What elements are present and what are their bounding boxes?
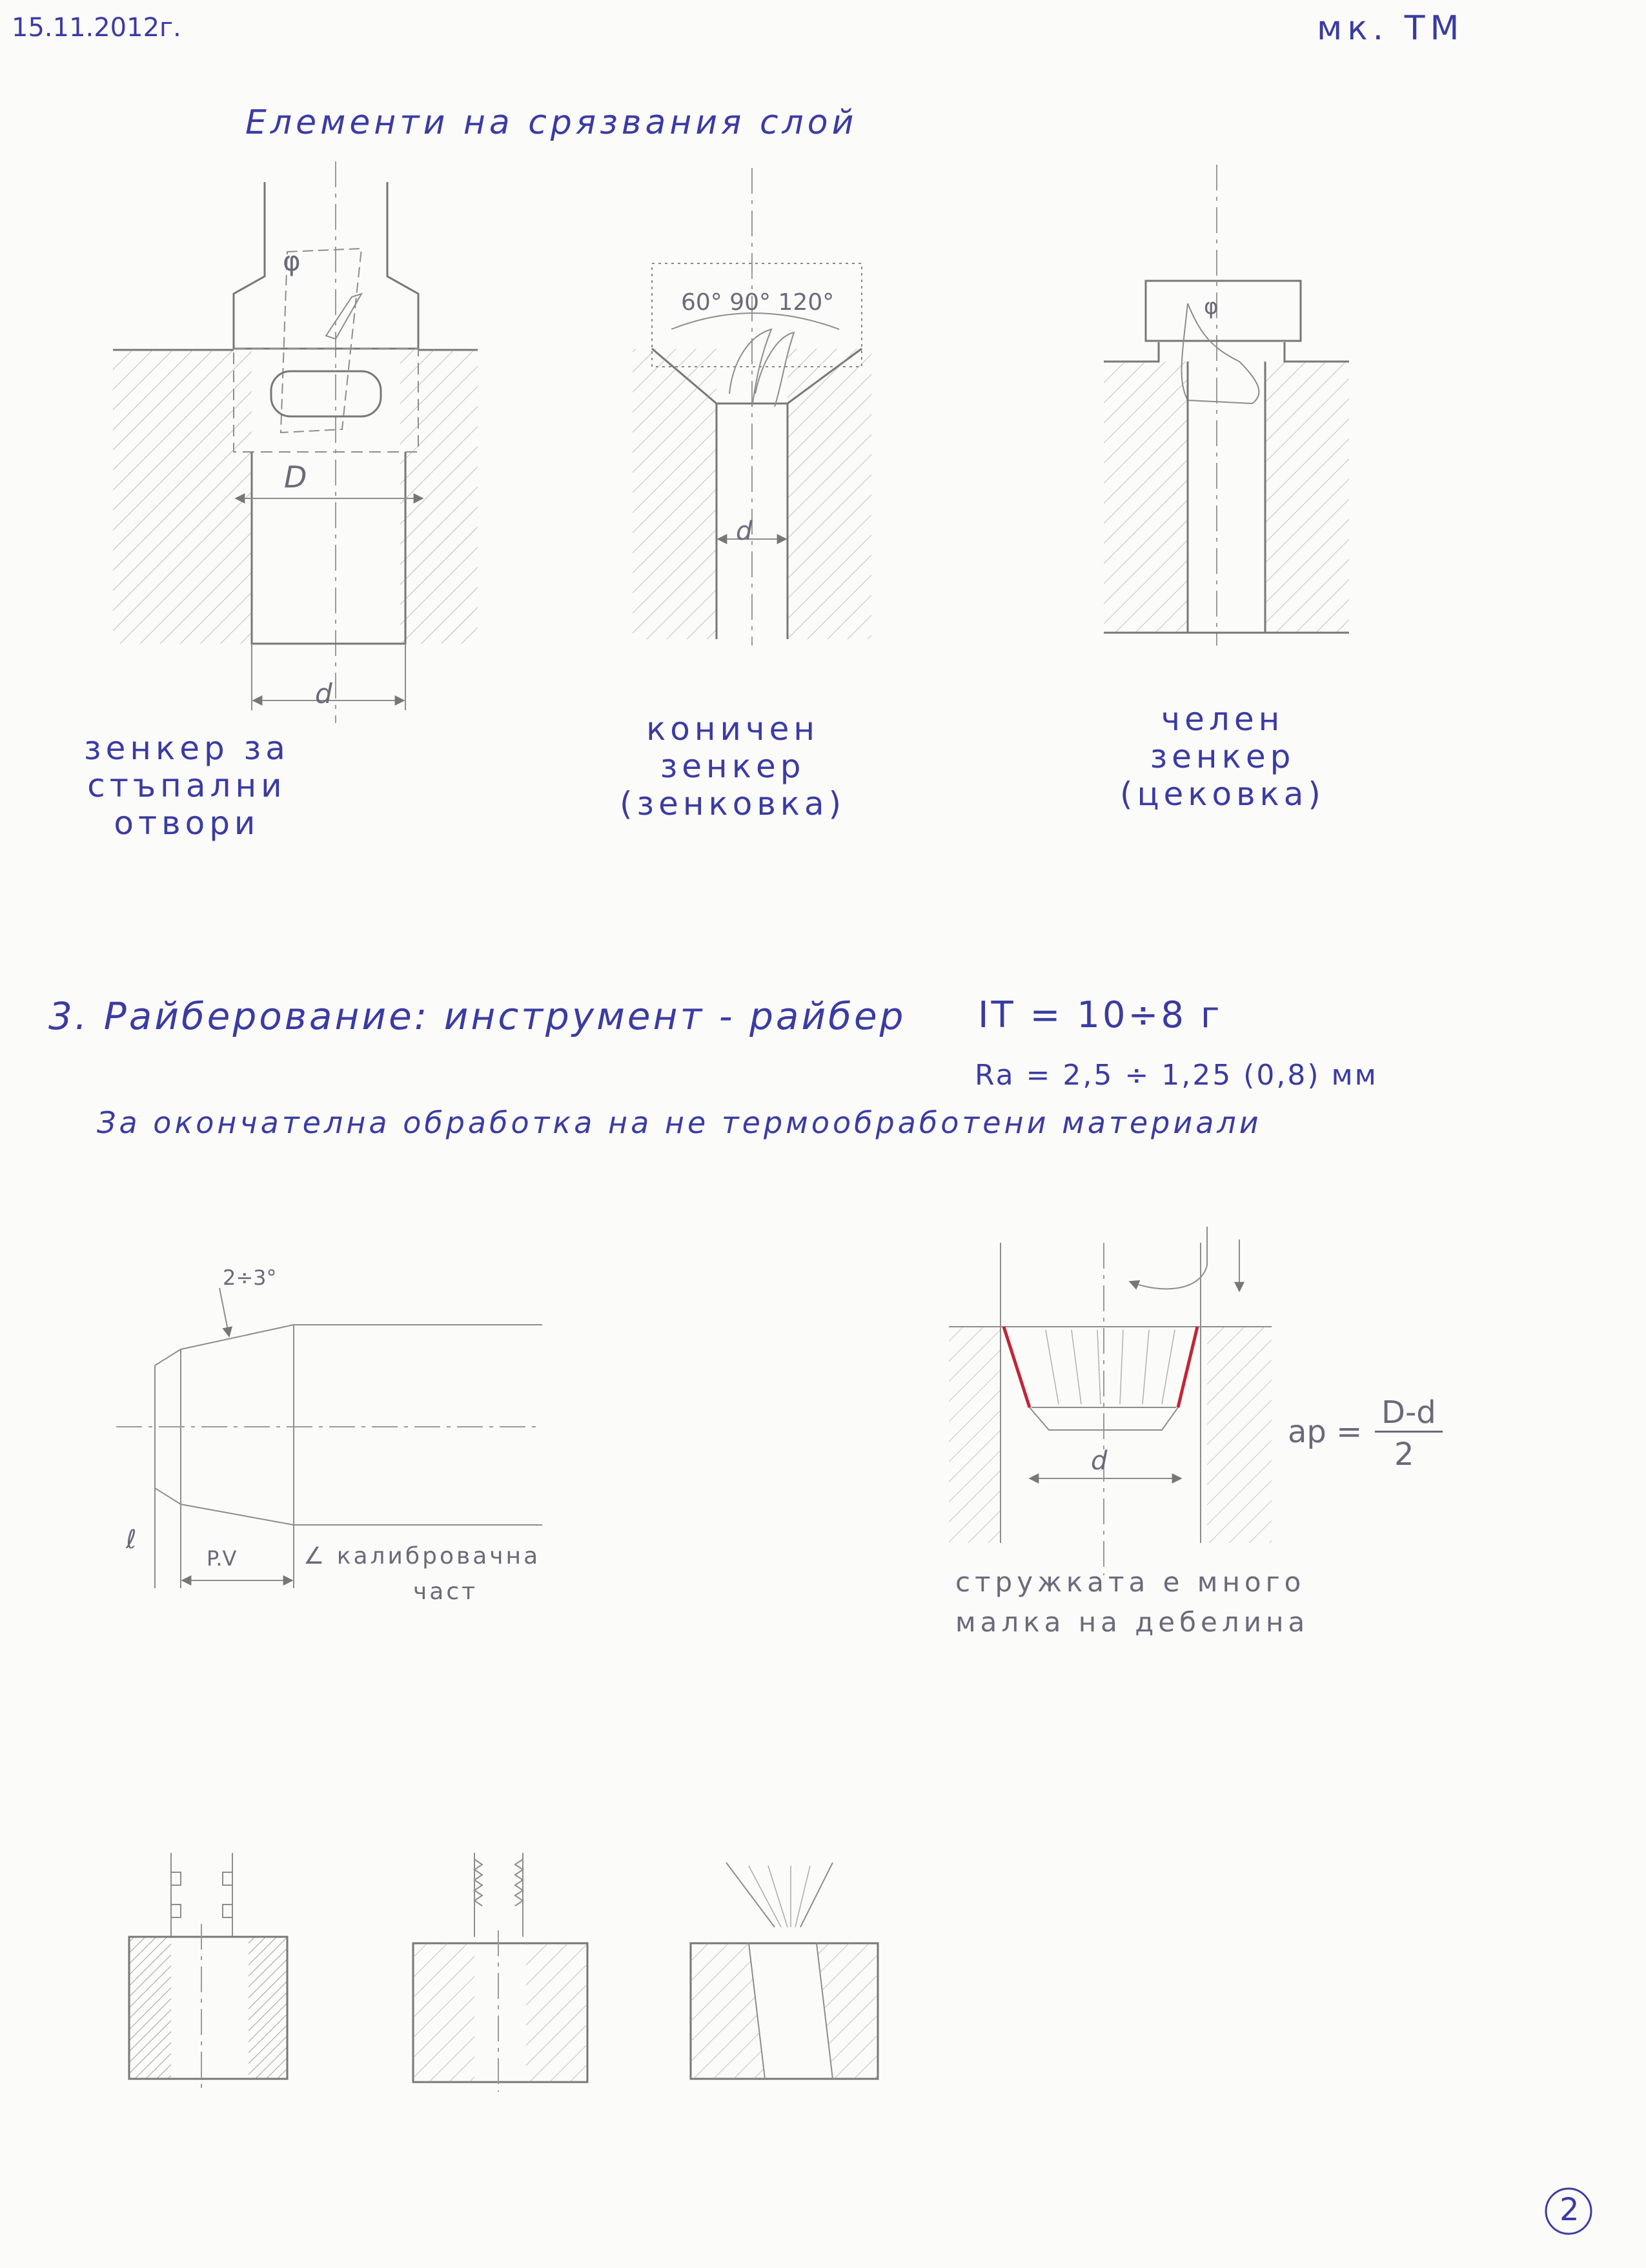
chip-thickness-drawing bbox=[949, 1227, 1272, 1575]
bottom-sketch-3 bbox=[691, 1863, 878, 2079]
label-phi-3: φ bbox=[1204, 294, 1219, 320]
label-angle: 2÷3° bbox=[223, 1265, 277, 1290]
date-text: 15.11.2012г. bbox=[12, 13, 181, 43]
label-phi-1: φ bbox=[283, 245, 301, 277]
label-d-chip: d bbox=[1091, 1446, 1108, 1476]
caption-line: (зенковка) bbox=[620, 785, 846, 822]
label-d-2: d bbox=[736, 516, 753, 546]
formula-lhs: ap = bbox=[1288, 1414, 1363, 1450]
caption-line: зенкер за bbox=[84, 730, 290, 767]
bottom-sketch-1 bbox=[129, 1853, 287, 2089]
label-pv: P.V bbox=[207, 1546, 237, 1571]
purpose-text: За окончателна обработка на не термообработени материали bbox=[97, 1105, 1262, 1140]
bottom-sketch-2 bbox=[413, 1853, 587, 2092]
caption-step-counterbore bbox=[84, 730, 290, 842]
caption-line: челен bbox=[1161, 700, 1285, 738]
it-grade: IT = 10÷8 г bbox=[978, 994, 1223, 1036]
caption-line: стружката е много bbox=[955, 1566, 1306, 1598]
label-l: ℓ bbox=[126, 1525, 137, 1555]
label-calibrating: ∠ калибровачна bbox=[303, 1543, 541, 1569]
label-angles: 60° 90° 120° bbox=[681, 289, 835, 316]
caption-line: зенкер bbox=[1150, 738, 1295, 775]
caption-chip bbox=[955, 1562, 1309, 1642]
page-title: Елементи на срязвания слой bbox=[245, 103, 858, 142]
caption-line: отвори bbox=[114, 804, 260, 842]
roughness: Ra = 2,5 ÷ 1,25 (0,8) мм bbox=[975, 1059, 1378, 1092]
page-number: 2 bbox=[1560, 2192, 1580, 2228]
caption-line: зенкер bbox=[660, 748, 806, 785]
formula-numerator: D-d bbox=[1375, 1395, 1443, 1433]
caption-line: малка на дебелина bbox=[955, 1606, 1310, 1638]
caption-face-counterbore bbox=[1120, 700, 1325, 813]
caption-conical-countersink bbox=[620, 710, 846, 822]
label-d-1: d bbox=[315, 678, 332, 710]
formula-denominator: 2 bbox=[1394, 1436, 1414, 1473]
course-text: мк. ТМ bbox=[1317, 9, 1465, 48]
face-counterbore-drawing bbox=[1104, 165, 1349, 646]
caption-line: коничен bbox=[646, 710, 820, 748]
label-D-1: D bbox=[284, 460, 307, 495]
caption-line: стъпални bbox=[87, 767, 287, 804]
section-heading: 3. Райберование: инструмент - райбер bbox=[48, 994, 906, 1038]
conical-countersink-drawing bbox=[633, 168, 871, 646]
label-calibrating-part: част bbox=[413, 1578, 478, 1605]
caption-line: (цековка) bbox=[1120, 775, 1325, 813]
